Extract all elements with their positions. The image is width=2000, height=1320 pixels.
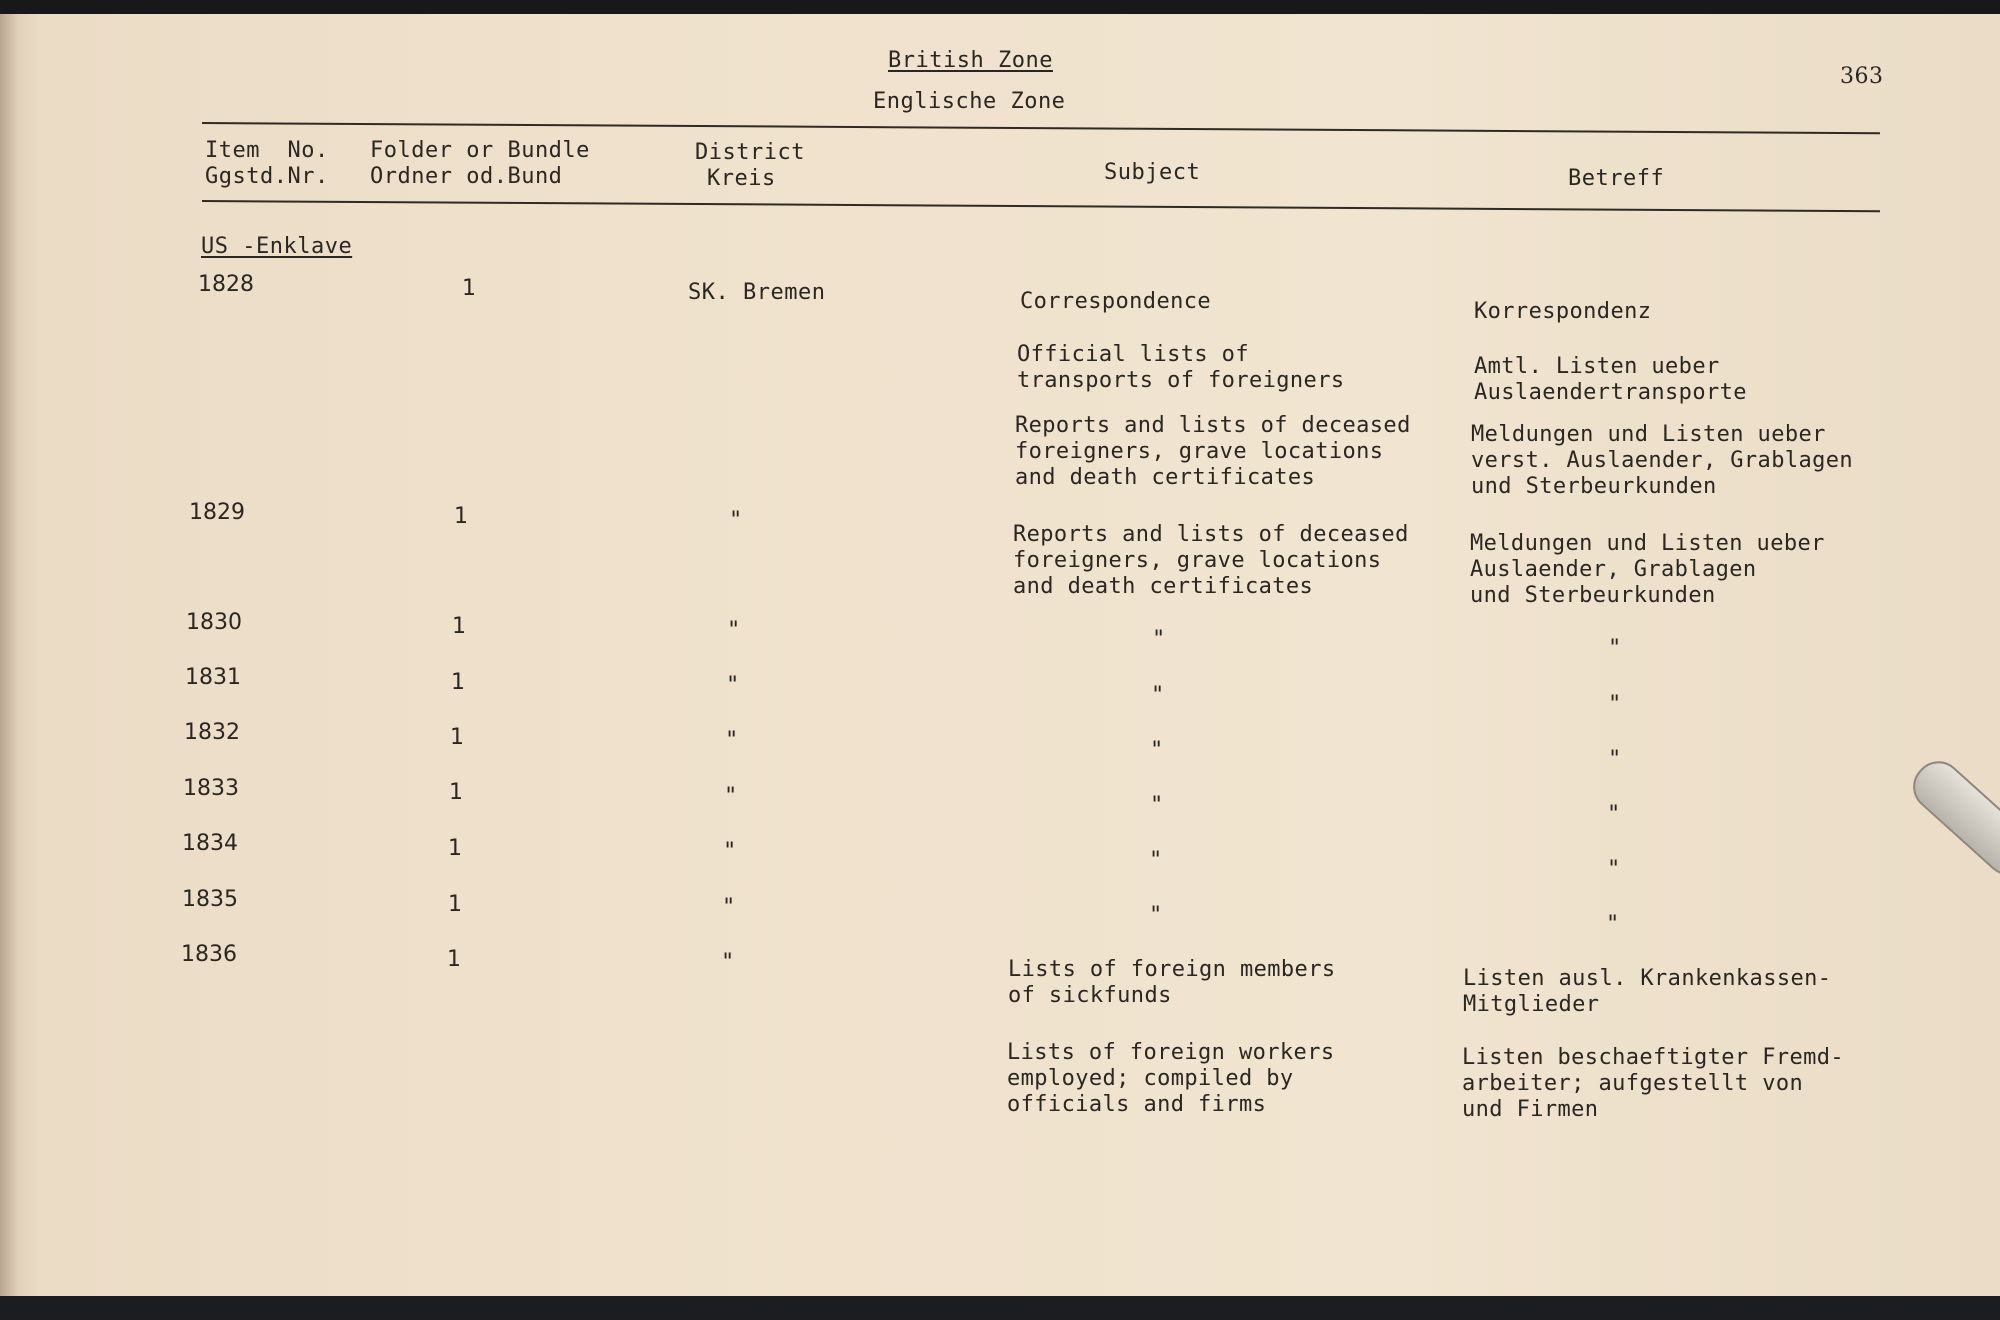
district-ditto: " (722, 895, 736, 920)
betreff-ditto: " (1607, 857, 1621, 882)
subject-cell: Reports and lists of deceased foreigners, grave locations and death certificates (1013, 522, 1409, 599)
betreff-ditto: " (1607, 802, 1621, 827)
folder-count: 1 (448, 836, 462, 861)
scan-bottom-edge (0, 1296, 2000, 1320)
folder-count: 1 (449, 780, 463, 805)
item-number: 1832 (184, 720, 240, 745)
subject-ditto: " (1149, 903, 1163, 928)
page-binding-shadow (0, 14, 18, 1298)
subject-cell: Lists of foreign members of sickfunds (1008, 957, 1336, 1008)
folder-count: 1 (452, 614, 466, 639)
betreff-ditto: " (1606, 912, 1620, 937)
col-header-folder-en: Folder or Bundle (370, 138, 590, 163)
betreff-ditto: " (1608, 636, 1622, 661)
betreff-cell: Meldungen und Listen ueber verst. Auslaender, Grablagen und Sterbeurkunden (1471, 422, 1854, 499)
district-ditto: " (726, 673, 740, 698)
subject-ditto: " (1149, 848, 1163, 873)
betreff-ditto: " (1608, 692, 1622, 717)
subject-ditto: " (1150, 793, 1164, 818)
district-ditto: " (724, 784, 738, 809)
subject-cell: Lists of foreign workers employed; compiled by officials and firms (1007, 1040, 1335, 1117)
folder-count: 1 (447, 947, 461, 972)
page-number: 363 (1840, 64, 1884, 89)
col-header-item-de: Ggstd.Nr. (205, 164, 329, 189)
col-header-folder-de: Ordner od.Bund (370, 164, 563, 189)
district-value: SK. Bremen (688, 280, 826, 305)
item-number: 1830 (186, 610, 242, 635)
district-ditto: " (723, 839, 737, 864)
folder-count: 1 (462, 276, 476, 301)
item-number: 1829 (189, 500, 245, 525)
betreff-ditto: " (1608, 747, 1622, 772)
page-subtitle: Englische Zone (873, 89, 1066, 114)
betreff-cell: Amtl. Listen ueber Auslaendertransporte (1474, 354, 1747, 405)
folder-count: 1 (454, 504, 468, 529)
page-title: British Zone (888, 48, 1053, 73)
col-header-betreff: Betreff (1568, 166, 1665, 191)
subject-ditto: " (1150, 738, 1164, 763)
subject-cell: Reports and lists of deceased foreigners, grave locations and death certificates (1015, 413, 1411, 490)
item-number: 1834 (182, 831, 238, 856)
folder-count: 1 (448, 892, 462, 917)
item-number: 1836 (181, 942, 237, 967)
folder-count: 1 (450, 725, 464, 750)
betreff-cell: Meldungen und Listen ueber Auslaender, Grablagen und Sterbeurkunden (1470, 531, 1825, 608)
item-number: 1828 (198, 272, 254, 297)
col-header-item-en: Item No. (205, 138, 329, 163)
district-ditto: " (727, 618, 741, 643)
item-number: 1835 (182, 887, 238, 912)
subject-ditto: " (1151, 683, 1165, 708)
district-ditto: " (725, 728, 739, 753)
folder-count: 1 (451, 670, 465, 695)
district-ditto: " (721, 950, 735, 975)
betreff-cell: Korrespondenz (1474, 299, 1652, 324)
item-number: 1831 (185, 665, 241, 690)
subject-cell: Official lists of transports of foreigners (1017, 342, 1345, 393)
col-header-district-en: District (695, 140, 805, 165)
district-ditto: " (729, 508, 743, 533)
subject-ditto: " (1152, 627, 1166, 652)
subject-cell: Correspondence (1020, 289, 1212, 314)
betreff-cell: Listen ausl. Krankenkassen- Mitglieder (1463, 966, 1832, 1017)
col-header-subject: Subject (1104, 160, 1201, 185)
betreff-cell: Listen beschaeftigter Fremd- arbeiter; aufgestellt von und Firmen (1462, 1045, 1845, 1122)
item-number: 1833 (183, 776, 239, 801)
col-header-district-de: Kreis (707, 166, 776, 191)
section-heading: US -Enklave (201, 234, 353, 259)
